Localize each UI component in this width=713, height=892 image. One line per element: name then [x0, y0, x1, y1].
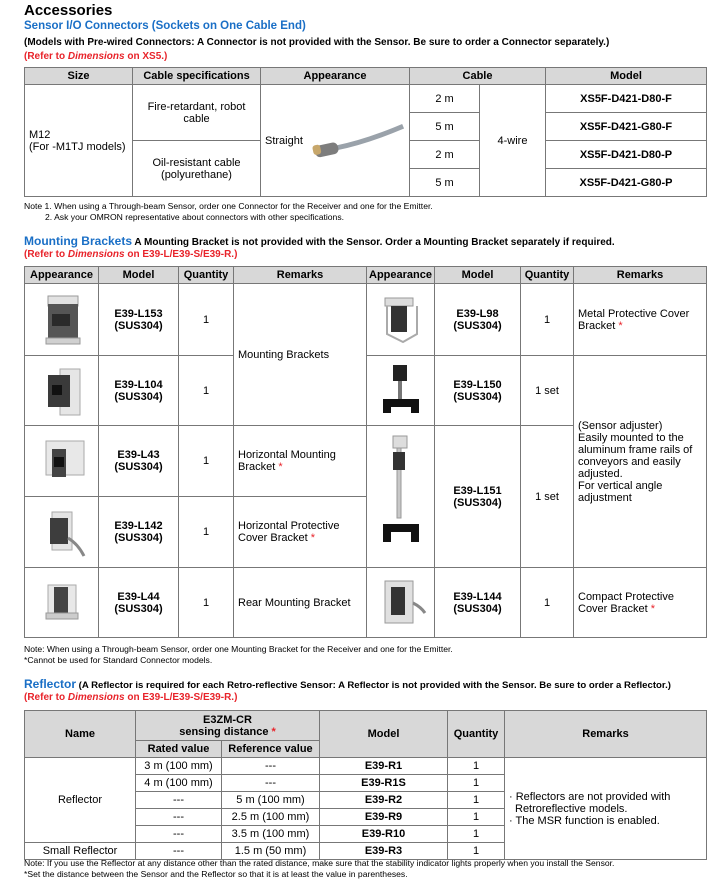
- cable-length: 5 m: [410, 113, 480, 141]
- connectors-subheading: (Models with Pre-wired Connectors: A Connector is not provided with the Sensor. Be sure to order a Connector separately.): [24, 37, 610, 48]
- col-rated: Rated value: [136, 741, 222, 758]
- reflector-table: [24, 710, 707, 860]
- bracket-model: E39-L142 (SUS304): [99, 497, 179, 568]
- bracket-qty: 1: [521, 568, 574, 638]
- bracket-model: E39-L153 (SUS304): [99, 284, 179, 356]
- col-sensing-distance: E3ZM-CR sensing distance *: [136, 711, 320, 741]
- col-cable-spec: Cable specifications: [133, 68, 261, 85]
- bracket-qty: 1 set: [521, 426, 574, 568]
- brackets-heading: Mounting Brackets A Mounting Bracket is not provided with the Sensor. Order a Mounting Bracket separately if required.: [24, 234, 615, 248]
- reference-value: 5 m (100 mm): [222, 792, 320, 809]
- cable-length: 2 m: [410, 141, 480, 169]
- cable-wire: 4-wire: [480, 85, 546, 197]
- bracket-model: E39-L150 (SUS304): [435, 356, 521, 426]
- reference-value: 2.5 m (100 mm): [222, 809, 320, 826]
- bracket-image: [367, 284, 435, 356]
- reflector-qty: 1: [448, 826, 505, 843]
- brackets-note-1: Note: When using a Through-beam Sensor, order one Mounting Bracket for the Receiver and one for the Emitter.: [24, 644, 453, 654]
- cable-length: 5 m: [410, 169, 480, 197]
- col-quantity: Quantity: [448, 711, 505, 758]
- col-quantity-right: Quantity: [521, 267, 574, 284]
- col-remarks: Remarks: [505, 711, 707, 758]
- connector-model: XS5F-D421-G80-F: [546, 113, 707, 141]
- col-remarks: Remarks: [234, 267, 367, 284]
- bracket-qty: 1 set: [521, 356, 574, 426]
- reflector-qty: 1: [448, 775, 505, 792]
- bracket-qty: 1: [179, 356, 234, 426]
- connector-model: XS5F-D421-G80-P: [546, 169, 707, 197]
- bracket-remark: Metal Protective Cover Bracket *: [574, 284, 707, 356]
- bracket-remark-adjuster: (Sensor adjuster) Easily mounted to the aluminum frame rails of conveyors and easily adjusted. For vertical angle adjustment: [574, 356, 707, 568]
- bracket-remark: Horizontal Mounting Bracket *: [234, 426, 367, 497]
- bracket-remark: Horizontal Protective Cover Bracket *: [234, 497, 367, 568]
- bracket-model: E39-L98 (SUS304): [435, 284, 521, 356]
- reflector-model: E39-R10: [320, 826, 448, 843]
- bracket-remark: Rear Mounting Bracket: [234, 568, 367, 638]
- bracket-qty: 1: [179, 497, 234, 568]
- reflector-qty: 1: [448, 809, 505, 826]
- brackets-table: [24, 266, 707, 638]
- bracket-model: E39-L43 (SUS304): [99, 426, 179, 497]
- reflector-model: E39-R2: [320, 792, 448, 809]
- bracket-model: E39-L144 (SUS304): [435, 568, 521, 638]
- col-model: Model: [320, 711, 448, 758]
- col-appearance: Appearance: [261, 68, 410, 85]
- appearance-cell: [261, 85, 410, 197]
- col-model: Model: [99, 267, 179, 284]
- reflector-note-2: *Set the distance between the Sensor and the Reflector so that it is at least the value in parentheses.: [24, 869, 408, 879]
- reflector-qty: 1: [448, 843, 505, 860]
- connectors-table: [24, 67, 707, 197]
- connectors-note-1: Note 1. When using a Through-beam Sensor, order one Connector for the Receiver and one for the Emitter.: [24, 201, 433, 211]
- bracket-image: [25, 568, 99, 638]
- rated-value: 4 m (100 mm): [136, 775, 222, 792]
- col-remarks-right: Remarks: [574, 267, 707, 284]
- connector-image: [307, 116, 405, 166]
- bracket-image: [25, 426, 99, 497]
- bracket-image: [367, 568, 435, 638]
- reflector-model: E39-R1: [320, 758, 448, 775]
- rated-value: ---: [136, 843, 222, 860]
- reflector-name: Reflector: [25, 758, 136, 843]
- small-reflector-name: Small Reflector: [25, 843, 136, 860]
- reflector-note-1: Note: If you use the Reflector at any distance other than the rated distance, make sure that the stability indicator lights properly when you install the Sensor.: [24, 858, 615, 868]
- reference-value: 3.5 m (100 mm): [222, 826, 320, 843]
- reflector-qty: 1: [448, 758, 505, 775]
- bracket-image: [367, 426, 435, 568]
- col-quantity: Quantity: [179, 267, 234, 284]
- cable-spec-fire: Fire-retardant, robot cable: [133, 85, 261, 141]
- bracket-model: E39-L151 (SUS304): [435, 426, 521, 568]
- col-size: Size: [25, 68, 133, 85]
- rated-value: 3 m (100 mm): [136, 758, 222, 775]
- col-cable: Cable: [410, 68, 546, 85]
- bracket-qty: 1: [521, 284, 574, 356]
- connectors-note-2: 2. Ask your OMRON representative about connectors with other specifications.: [45, 212, 345, 222]
- reflector-refer: (Refer to Dimensions on E39-L/E39-S/E39-R.): [24, 692, 238, 703]
- col-model-right: Model: [435, 267, 521, 284]
- rated-value: ---: [136, 826, 222, 843]
- rated-value: ---: [136, 792, 222, 809]
- col-name: Name: [25, 711, 136, 758]
- reference-value: 1.5 m (50 mm): [222, 843, 320, 860]
- appearance-label: Straight: [265, 134, 303, 147]
- col-appearance-right: Appearance: [367, 267, 435, 284]
- bracket-image: [25, 356, 99, 426]
- rated-value: ---: [136, 809, 222, 826]
- col-reference: Reference value: [222, 741, 320, 758]
- cable-spec-oil: Oil-resistant cable (polyurethane): [133, 141, 261, 197]
- bracket-image: [25, 497, 99, 568]
- bracket-model: E39-L104 (SUS304): [99, 356, 179, 426]
- connector-model: XS5F-D421-D80-P: [546, 141, 707, 169]
- size-cell: M12 (For -M1TJ models): [25, 85, 133, 197]
- reference-value: ---: [222, 758, 320, 775]
- bracket-remark: Compact Protective Cover Bracket *: [574, 568, 707, 638]
- bracket-qty: 1: [179, 426, 234, 497]
- brackets-note-2: *Cannot be used for Standard Connector models.: [24, 655, 213, 665]
- reflector-model: E39-R9: [320, 809, 448, 826]
- bracket-image: [25, 284, 99, 356]
- connectors-heading: Sensor I/O Connectors (Sockets on One Cable End): [24, 20, 306, 32]
- bracket-model: E39-L44 (SUS304): [99, 568, 179, 638]
- cable-length: 2 m: [410, 85, 480, 113]
- reflector-remarks: · Reflectors are not provided with Retroreflective models. · The MSR function is enabled.: [505, 758, 707, 860]
- bracket-remark: Mounting Brackets: [234, 284, 367, 426]
- bracket-qty: 1: [179, 284, 234, 356]
- bracket-qty: 1: [179, 568, 234, 638]
- reflector-qty: 1: [448, 792, 505, 809]
- reflector-model: E39-R1S: [320, 775, 448, 792]
- reflector-heading: Reflector (A Reflector is required for each Retro-reflective Sensor: A Reflector is not provided with the Sensor. Be sure to order a Reflector.): [24, 677, 671, 691]
- reflector-model: E39-R3: [320, 843, 448, 860]
- col-model: Model: [546, 68, 707, 85]
- brackets-refer: (Refer to Dimensions on E39-L/E39-S/E39-R.): [24, 249, 238, 260]
- page-title: Accessories: [24, 2, 113, 19]
- connector-model: XS5F-D421-D80-F: [546, 85, 707, 113]
- col-appearance: Appearance: [25, 267, 99, 284]
- connectors-refer: (Refer to Dimensions on XS5.): [24, 51, 168, 62]
- bracket-image: [367, 356, 435, 426]
- reference-value: ---: [222, 775, 320, 792]
